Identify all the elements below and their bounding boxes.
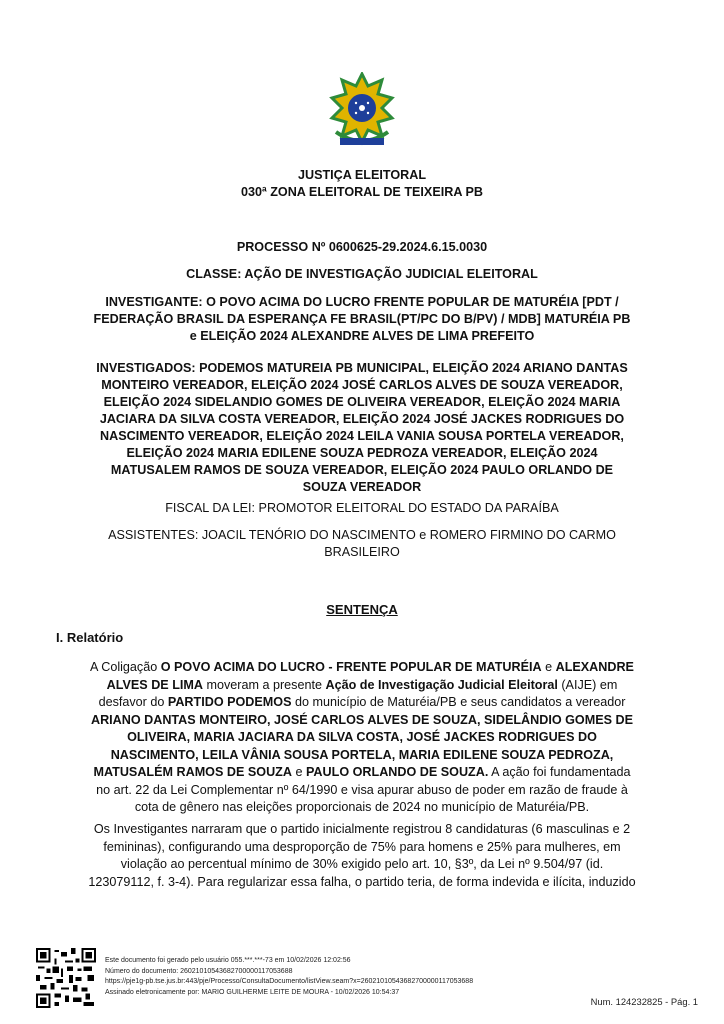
text-run: e (541, 660, 556, 674)
bold-text: MATUSALÉM RAMOS DE SOUZA (93, 765, 292, 779)
bold-text: ALEXANDRE (555, 660, 634, 674)
paragraph-line (60, 712, 664, 730)
court-name: JUSTIÇA ELEITORAL (297, 168, 427, 182)
report-paragraph-2 (60, 821, 664, 891)
plaintiff-block (60, 294, 664, 345)
defendants-block (60, 360, 664, 496)
defendants-line: MONTEIRO VEREADOR, ELEIÇÃO 2024 JOSÉ CARLOS ALVES DE SOUZA VEREADOR, (101, 378, 623, 392)
text-run: A Coligação (90, 660, 161, 674)
text-run: A ação foi fundamentada (488, 765, 631, 779)
footer-url: https://pje1g-pb.tse.jus.br:443/pje/Processo/ConsultaDocumento/listView.seam?x=26021010543682700000117053688 (105, 978, 474, 986)
zone-name: 030ª ZONA ELEITORAL DE TEIXEIRA PB (241, 185, 483, 199)
footer-doc-number: Número do documento: 26021010543682700000117053688 (105, 967, 293, 975)
case-class: CLASSE: AÇÃO DE INVESTIGAÇÃO JUDICIAL ELEITORAL (186, 267, 538, 281)
paragraph-line (60, 782, 664, 800)
brazil-coat-of-arms-icon (326, 72, 398, 148)
sentence-title: SENTENÇA (326, 602, 398, 617)
qr-code-icon (36, 948, 96, 1008)
paragraph-line (60, 677, 664, 695)
defendants-line: SOUZA VEREADOR (302, 480, 422, 494)
plaintiff-line: FEDERAÇÃO BRASIL DA ESPERANÇA FE BRASIL(PT/PC DO B/PV) / MDB] MATURÉIA PB (93, 312, 631, 326)
section-heading-report: I. Relatório (56, 630, 124, 645)
defendants-line: INVESTIGADOS: PODEMOS MATUREIA PB MUNICIPAL, ELEIÇÃO 2024 ARIANO DANTAS (96, 361, 628, 375)
assistants-line: ASSISTENTES: JOACIL TENÓRIO DO NASCIMENTO e ROMERO FIRMINO DO CARMO (108, 528, 616, 542)
text-run: desfavor do (98, 695, 168, 709)
text-run: no art. 22 da Lei Complementar nº 64/1990 e visa apurar abuso de poder em razão de fraude à (96, 782, 628, 797)
bold-text: NASCIMENTO, LEILA VÂNIA SOUSA PORTELA, MARIA EDILENE SOUZA PEDROZA, (110, 747, 614, 762)
page-number: Num. 124232825 - Pág. 1 (590, 996, 698, 1007)
paragraph-line: Os Investigantes narraram que o partido inicialmente registrou 8 candidaturas (6 masculinas e 2 (93, 822, 631, 836)
report-paragraph-1 (60, 659, 664, 817)
paragraph-line (60, 764, 664, 782)
paragraph-line (60, 659, 664, 677)
paragraph-line: femininas), configurando uma desproporção de 75% para homens e 25% para mulheres, em (103, 839, 621, 854)
court-header (60, 167, 664, 201)
text-run: moveram a presente (202, 677, 326, 692)
defendants-line: JACIARA DA SILVA COSTA VEREADOR, ELEIÇÃO 2024 JOSÉ JACKES RODRIGUES DO (99, 412, 625, 426)
paragraph-line: violação ao percentual mínimo de 30% exigido pelo art. 10, §3º, da Lei nº 9.504/97 (id. (120, 857, 604, 871)
plaintiff-line: e ELEIÇÃO 2024 ALEXANDRE ALVES DE LIMA PREFEITO (189, 329, 535, 343)
text-run: do município de Maturéia/PB e seus candidatos a vereador (291, 695, 626, 709)
plaintiff-line: INVESTIGANTE: O POVO ACIMA DO LUCRO FRENTE POPULAR DE MATURÉIA [PDT / (105, 295, 619, 309)
bold-text: Ação de Investigação Judicial Eleitoral (325, 677, 558, 692)
paragraph-line (60, 729, 664, 747)
text-run: e (291, 765, 306, 779)
bold-text: OLIVEIRA, MARIA JACIARA DA SILVA COSTA, JOSÉ JACKES RODRIGUES DO (127, 730, 597, 744)
document-footer (105, 956, 473, 998)
footer-generated: Este documento foi gerado pelo usuário 055.***.***-73 em 10/02/2026 12:02:56 (105, 957, 351, 964)
footer-signature: Assinado eletronicamente por: MARIO GUILHERME LEITE DE MOURA - 10/02/2026 10:54:37 (105, 988, 400, 996)
defendants-line: ELEIÇÃO 2024 SIDELANDIO GOMES DE OLIVEIRA VEREADOR, ELEIÇÃO 2024 MARIA (103, 395, 621, 409)
assistants-block (60, 527, 664, 561)
assistants-line: BRASILEIRO (324, 545, 400, 559)
bold-text: ARIANO DANTAS MONTEIRO, JOSÉ CARLOS ALVES DE SOUZA, SIDELÂNDIO GOMES DE (90, 712, 634, 727)
defendants-line: ELEIÇÃO 2024 MARIA EDILENE SOUZA PEDROZA VEREADOR, ELEIÇÃO 2024 (126, 446, 598, 460)
defendants-line: MATUSALEM RAMOS DE SOUZA VEREADOR, ELEIÇÃO 2024 PAULO ORLANDO DE (110, 463, 614, 477)
paragraph-line (60, 747, 664, 765)
bold-text: O POVO ACIMA DO LUCRO - FRENTE POPULAR DE MATURÉIA (160, 660, 542, 674)
process-number: PROCESSO Nº 0600625-29.2024.6.15.0030 (236, 240, 488, 254)
text-run: cota de gênero nas eleições proporcionais de 2024 no município de Maturéia/PB. (134, 800, 590, 814)
paragraph-line (60, 799, 664, 817)
law-inspector: FISCAL DA LEI: PROMOTOR ELEITORAL DO ESTADO DA PARAÍBA (165, 501, 559, 515)
text-run: (AIJE) em (557, 677, 618, 692)
paragraph-line (60, 694, 664, 712)
paragraph-line: 123079112, f. 3-4). Para regularizar essa falha, o partido teria, de forma indevida e ilícita, induzido (88, 874, 636, 889)
bold-text: ALVES DE LIMA (106, 677, 203, 692)
bold-text: PAULO ORLANDO DE SOUZA. (305, 765, 489, 779)
bold-text: PARTIDO PODEMOS (167, 695, 292, 709)
defendants-line: NASCIMENTO VEREADOR, ELEIÇÃO 2024 LEILA VANIA SOUSA PORTELA VEREADOR, (100, 429, 624, 443)
